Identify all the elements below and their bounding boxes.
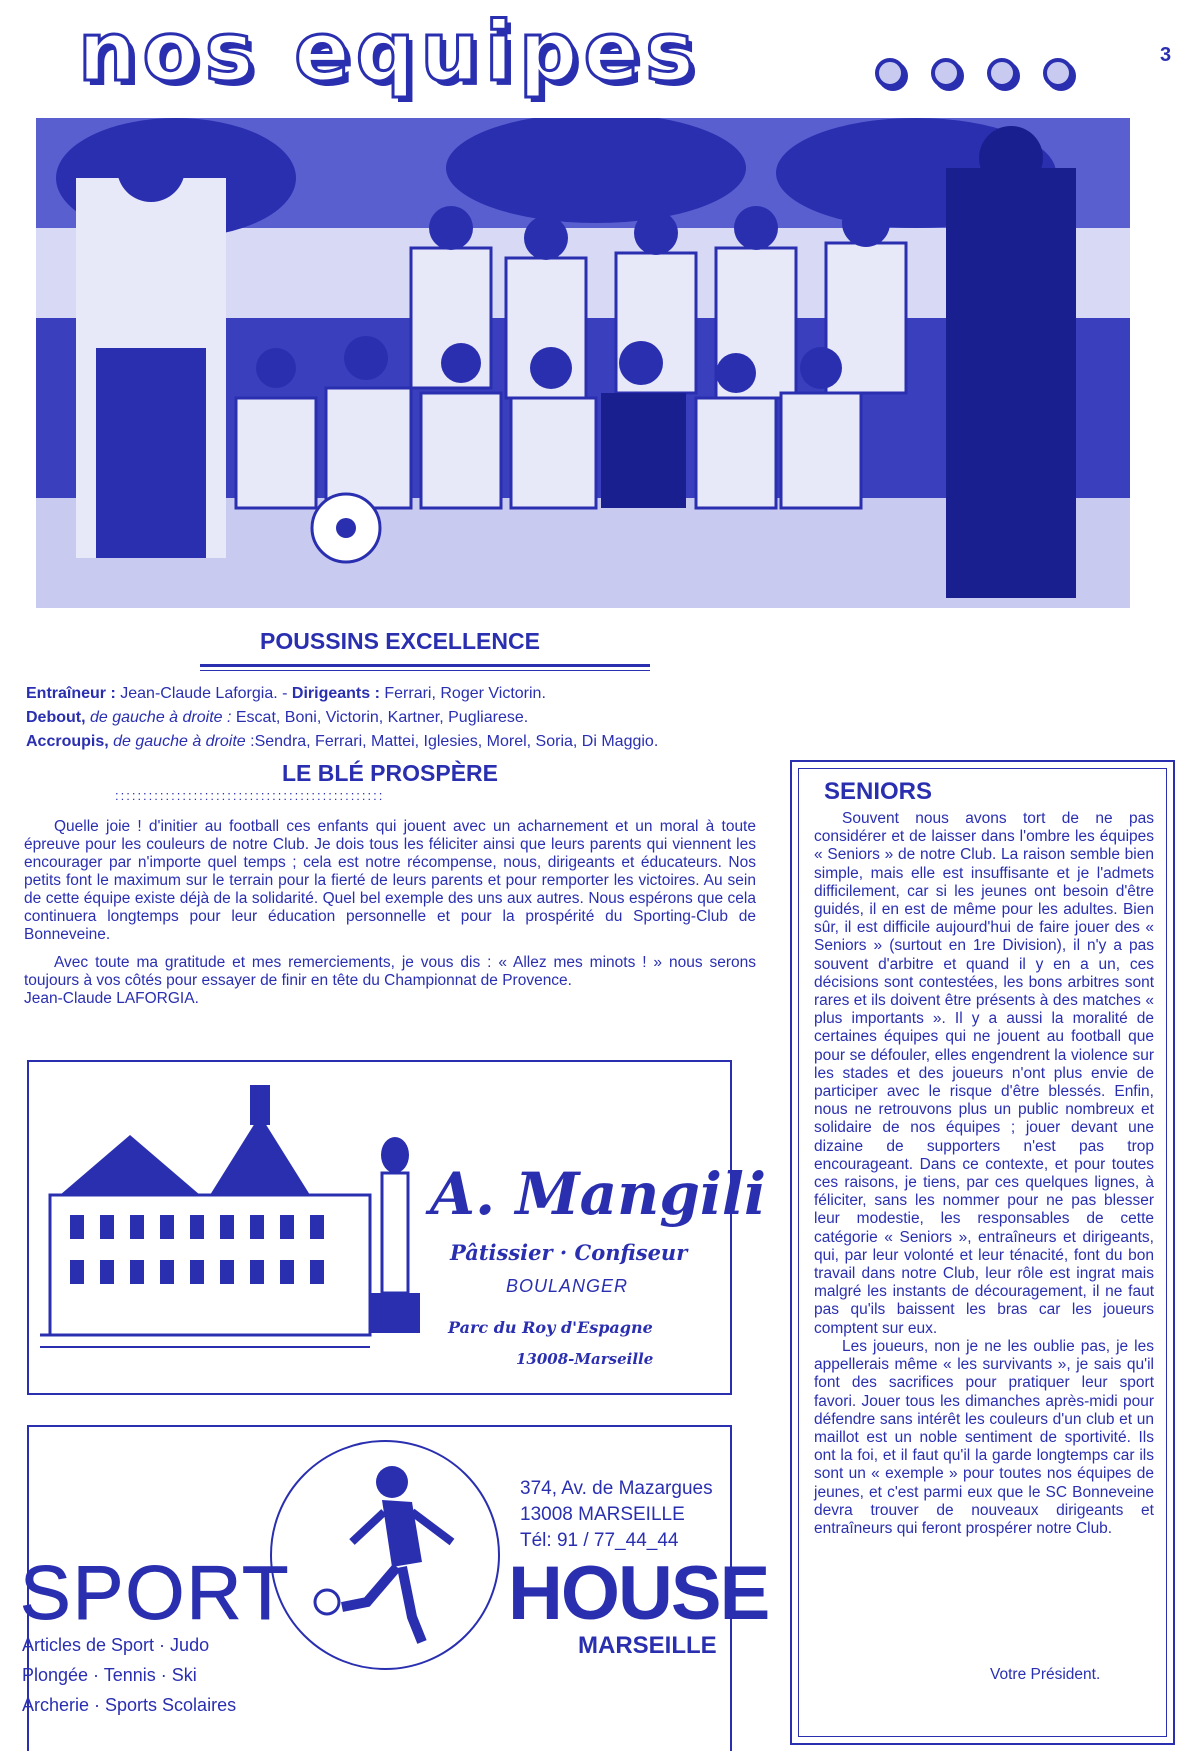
article-body bbox=[24, 818, 756, 1008]
seniors-paragraph: Souvent nous avons tort de ne pas considérer et de laisser dans l'ombre les équipes « Seniors » de notre Club. La raison semble bien simple, mais elle est insuffisante et je l'admets difficilement, car si les jeunes ont besoin d'être guidés, il en est de même pour les adultes. Bien sûr, il est difficile aujourd'hui de faire jouer des « Seniors » (surtout en 1re Division), il n'y a pas souvent d'arbitre et quand il y en a un, ces décisions sont contestées, les bons arbitres sont rares et ils doivent être présents à des matches « plus importants ». Il y a aussi la moralité de certaines équipes qui ne jouent au football que pour se défouler, elles engendrent la violence sur les stades et des joueurs n'ont plus envie de participer avec le risque d'être blessés. Enfin, nous ne retrouvons plus un public nombreux et solidaire de nos équipes ; jouer devant une dizaine de supporters n'est pas trop encourageant. Dans ce contexte, et pour toutes ces raisons, je tiens, par ces quelques lignes, à féliciter, sans les nommer pour ne pas blesser leur modestie, les responsables de cette catégorie « Seniors », entraîneurs et dirigeants, qui, par leur volonté et leur ténacité, font du bon travail dans notre Club, leur rôle est ingrat mais malgré les instants de découragement, il ne faut pas qu'ils baissent les bras car les joueurs comptent sur eux. bbox=[814, 810, 1154, 1337]
address-line: 13008 MARSEILLE bbox=[520, 1504, 685, 1525]
seniors-paragraph: Les joueurs, non je ne les oublie pas, je les appellerais même « les survivants », je sais qu'il font des sacrifices pour pratiquer leur sport favori. Jouer tous les dimanches après-midi pour défendre sans intérêt les couleurs d'un club et un maillot est un noble sentiment de sportivité. Ils ont la foi, et il faut qu'il la garde longtemps car ils sont un « exemple » pour toutes nos équipes de jeunes, et c'est parmi eux que le SC Bonneveine devra trouver de nouveaux dirigeants et entraîneurs qui feront prospérer notre Club. bbox=[814, 1337, 1154, 1537]
address-line: 374, Av. de Mazargues bbox=[520, 1478, 713, 1499]
article-paragraph: Quelle joie ! d'initier au football ces enfants qui jouent avec un acharnement et un moral à toute épreuve pour les couleurs de notre Club. Je dois tous les féliciter ainsi que leurs parents qui viennent les encourager par n'importe quel temps ; cela est notre récompense, nous, dirigeants et éducateurs. Nos petits font le maximum sur le terrain pour la fierté de leurs parents et pour remporter les victoires. Au sein de cette équipe existe déjà de la solidarité. Quel bel exemple des uns aux autres. Nous espérons que cela continuera longtemps pour leur éducation personnelle et pour la prospérité du Sporting-Club de Bonneveine. bbox=[24, 818, 756, 943]
seniors-title: SENIORS bbox=[824, 778, 933, 805]
ad-mangili-address: Parc du Roy d'Espagne bbox=[448, 1318, 653, 1337]
page-number: 3 bbox=[1160, 44, 1172, 66]
caption-divider bbox=[200, 664, 650, 667]
caption-divider bbox=[200, 670, 650, 671]
ad-mangili-city: 13008-Marseille bbox=[516, 1350, 654, 1368]
dot-icon bbox=[875, 58, 905, 88]
castle-illustration bbox=[40, 1085, 420, 1375]
decorative-dots bbox=[875, 58, 1099, 93]
ad-mangili-subtitle: Pâtissier · Confiseur bbox=[450, 1240, 688, 1265]
ad-sport-house-address bbox=[520, 1476, 713, 1554]
product-line: Plongée · Tennis · Ski bbox=[22, 1665, 197, 1685]
caption-title: POUSSINS EXCELLENCE bbox=[260, 628, 540, 654]
article-separator: :::::::::::::::::::::::::::::::::::::::::::::::: bbox=[115, 788, 385, 803]
dot-icon bbox=[1043, 58, 1073, 88]
credits-line-standing: Debout, de gauche à droite : Escat, Boni, Victorin, Kartner, Pugliarese. bbox=[26, 709, 529, 726]
article-signature: Jean-Claude LAFORGIA. bbox=[24, 990, 199, 1007]
ad-sport-word: SPORT bbox=[20, 1551, 291, 1636]
ad-mangili-trade: BOULANGER bbox=[506, 1276, 629, 1296]
dot-icon bbox=[931, 58, 961, 88]
product-line: Archerie · Sports Scolaires bbox=[22, 1695, 237, 1715]
ad-city: MARSEILLE bbox=[578, 1632, 717, 1659]
phone-line: Tél: 91 / 77_44_44 bbox=[520, 1530, 679, 1551]
page-banner-title: nos equipes bbox=[78, 5, 700, 100]
article-paragraph: Avec toute ma gratitude et mes remerciements, je vous dis : « Allez mes minots ! » nous serons toujours à vos côtés pour essayer de finir en tête du Championnat de Provence. bbox=[24, 954, 756, 989]
seniors-signature: Votre Président. bbox=[990, 1666, 1101, 1683]
footballer-icon bbox=[272, 1442, 498, 1668]
credits-line-crouching: Accroupis, de gauche à droite :Sendra, Ferrari, Mattei, Iglesies, Morel, Soria, Di Maggio. bbox=[26, 733, 659, 750]
article-title: LE BLÉ PROSPÈRE bbox=[282, 760, 498, 786]
ad-product-list bbox=[22, 1630, 236, 1720]
footballer-emblem bbox=[270, 1440, 500, 1670]
dot-icon bbox=[987, 58, 1017, 88]
product-line: Articles de Sport · Judo bbox=[22, 1635, 210, 1655]
team-photo bbox=[36, 118, 1130, 608]
seniors-body bbox=[814, 810, 1154, 1538]
ad-mangili-name: A. Mangili bbox=[430, 1160, 766, 1228]
photo-credits bbox=[26, 682, 766, 754]
ad-house-word: HOUSE bbox=[508, 1551, 769, 1636]
credits-line-coach: Entraîneur : Jean-Claude Laforgia. - Dirigeants : Ferrari, Roger Victorin. bbox=[26, 685, 546, 702]
